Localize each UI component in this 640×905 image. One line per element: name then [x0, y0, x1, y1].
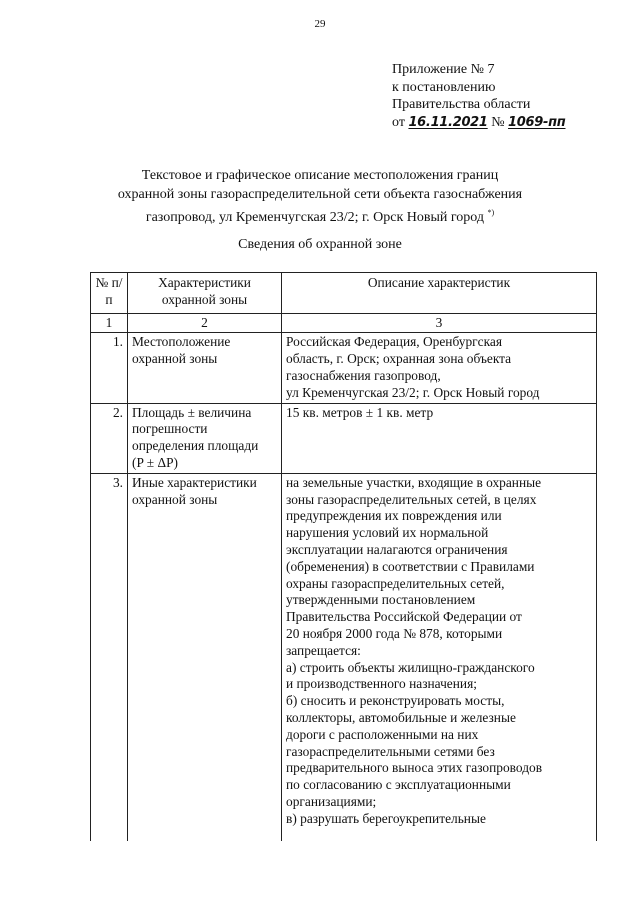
- desc-line: нарушения условий их нормальной: [286, 525, 489, 541]
- table-header-row: [91, 273, 597, 314]
- column-number-2: 2: [128, 313, 282, 333]
- desc-line: организациями;: [286, 793, 377, 809]
- handwritten-date: 16.11.2021: [408, 114, 488, 130]
- desc-line: (обременения) в соответствии с Правилами: [286, 558, 535, 574]
- desc-line: в) разрушать берегоукрепительные: [286, 810, 486, 826]
- row-number: 2.: [91, 403, 128, 473]
- desc-line: б) сносить и реконструировать мосты,: [286, 693, 505, 709]
- row-characteristic: [128, 403, 282, 473]
- desc-line: и производственного назначения;: [286, 676, 477, 692]
- name-line: Иные характеристики: [132, 474, 257, 490]
- appendix-date-row: [392, 114, 566, 132]
- desc-line: запрещается:: [286, 642, 361, 658]
- title-line-3: [0, 204, 640, 228]
- appendix-line-2: к постановлению: [392, 79, 496, 95]
- desc-line: охраны газораспределительных сетей,: [286, 575, 505, 591]
- desc-line: область, г. Орск; охранная зона объекта: [286, 351, 512, 367]
- header-col-description: Описание характеристик: [282, 273, 597, 314]
- name-line: охранной зоны: [132, 491, 218, 507]
- appendix-block: [392, 61, 566, 131]
- desc-line: эксплуатации налагаются ограничения: [286, 541, 508, 557]
- title-line-1: Текстовое и графическое описание местоположения границ: [141, 168, 499, 183]
- from-label: от: [392, 114, 405, 130]
- desc-line: по согласованию с эксплуатационными: [286, 777, 511, 793]
- desc-line: утвержденными постановлением: [286, 592, 476, 608]
- section-subtitle: Сведения об охранной зоне: [238, 237, 402, 252]
- desc-line: зоны газораспределительных сетей, в целях: [286, 491, 537, 507]
- desc-line: 20 ноября 2000 года № 878, которыми: [286, 625, 503, 641]
- appendix-line-3: Правительства области: [392, 97, 531, 112]
- row-characteristic: Местоположение охранной зоны: [128, 333, 282, 403]
- desc-line: ул Кременчугская 23/2; г. Орск Новый город: [286, 384, 540, 400]
- handwritten-number: 1069-пп: [508, 114, 566, 130]
- header-col-characteristics: Характеристики охранной зоны: [128, 273, 282, 314]
- desc-line: на земельные участки, входящие в охранные: [286, 474, 542, 490]
- header-col-number: № п/п: [91, 273, 128, 314]
- row-description: [282, 333, 597, 403]
- column-number-3: 3: [282, 313, 597, 333]
- table-row: [91, 333, 597, 403]
- desc-line: а) строить объекты жилищно-гражданского: [286, 659, 535, 675]
- document-title: [0, 167, 640, 228]
- desc-line: коллекторы, автомобильные и железные: [286, 709, 516, 725]
- row-description: 15 кв. метров ± 1 кв. метр: [282, 403, 597, 473]
- title-line-2: охранной зоны газораспределительной сети объекта газоснабжения: [117, 186, 523, 202]
- desc-line: предупреждения их повреждения или: [286, 508, 502, 524]
- footnote-mark: *): [487, 208, 495, 217]
- row-characteristic: [128, 473, 282, 841]
- row-description-long: [282, 473, 597, 841]
- protection-zone-table: [90, 272, 597, 841]
- table-column-numbers-row: [91, 313, 597, 333]
- desc-line: Российская Федерация, Оренбургская: [286, 334, 502, 350]
- number-label: №: [491, 114, 505, 130]
- title-line-3-text: газопровод, ул Кременчугская 23/2; г. Орск Новый город: [145, 210, 484, 225]
- appendix-line-1: Приложение № 7: [392, 62, 495, 77]
- row-number: 1.: [91, 333, 128, 403]
- table-row: [91, 403, 597, 473]
- desc-line: Правительства Российской Федерации от: [286, 609, 522, 625]
- name-line: Площадь ± величина: [132, 404, 252, 420]
- name-line: (P ± ΔP): [132, 454, 178, 470]
- desc-line: газораспределительными сетями без: [286, 743, 495, 759]
- desc-line: газоснабжения газопровод,: [286, 367, 441, 383]
- desc-line: предварительного выноса этих газопроводов: [286, 760, 543, 776]
- table-row: [91, 473, 597, 841]
- name-line: определения площади: [132, 438, 259, 454]
- row-number: 3.: [91, 473, 128, 841]
- page-number: 29: [314, 18, 326, 30]
- column-number-1: 1: [91, 313, 128, 333]
- name-line: погрешности: [132, 421, 208, 437]
- desc-line: дороги с расположенными на них: [286, 726, 479, 742]
